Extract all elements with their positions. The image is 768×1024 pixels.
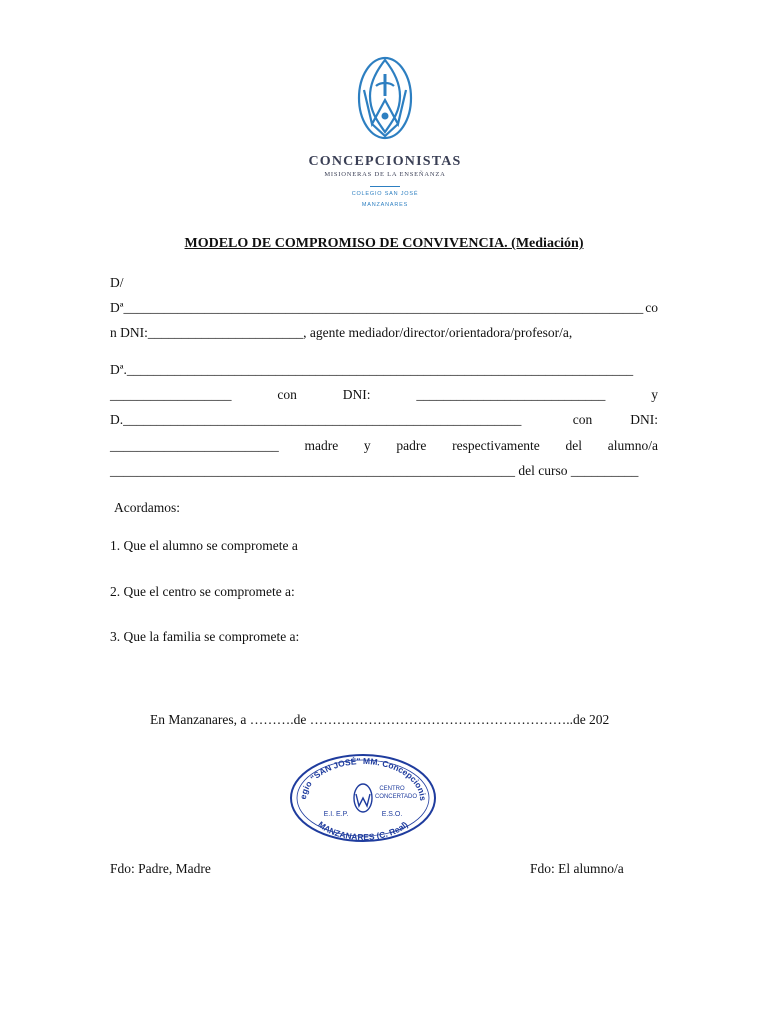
commitment-student: 1. Que el alumno se compromete a <box>110 538 298 553</box>
logo-school: COLEGIO SAN JOSÉ <box>351 191 419 197</box>
line-d: D/ <box>110 275 124 290</box>
label-da: Dª_____________________________________________________________________________ <box>110 300 644 315</box>
word-respectivamente: respectivamente <box>452 438 540 453</box>
svg-text:MANZANARES (C. Real) <box>316 819 410 842</box>
blank-line: _____________________________________________________________________________ <box>123 300 644 315</box>
word-del: del <box>565 438 583 453</box>
con-dni-group <box>573 412 658 428</box>
concepcionistas-emblem-icon <box>300 56 470 151</box>
signature-student: Fdo: El alumno/a <box>530 861 624 876</box>
logo-subtitle: MISIONERAS DE LA ENSEÑANZA <box>324 171 446 178</box>
logo-name: CONCEPCIONISTAS <box>308 154 462 169</box>
line-con-dni-1 <box>110 387 658 403</box>
logo-divider <box>370 186 400 187</box>
stamp-left-level: E.I. E.P. <box>323 811 349 818</box>
line-curso: ____________________________________________________________ del curso __________ <box>110 463 639 478</box>
line-dni-agent: n DNI:_______________________, agente mediador/director/orientadora/profesor/a, <box>110 325 573 340</box>
commitment-school: 2. Que el centro se compromete a: <box>110 584 295 599</box>
line-madre-padre <box>110 438 658 454</box>
signature-parents: Fdo: Padre, Madre <box>110 861 211 876</box>
word-y: y <box>363 438 371 453</box>
stamp-seal-icon <box>288 752 438 844</box>
hyphen-co: co <box>645 300 658 315</box>
date-line: En Manzanares, a ……….de …………………………………………………..de 202 <box>150 712 610 727</box>
word-madre: madre <box>304 438 339 453</box>
blank-line: _________________________ <box>110 438 279 453</box>
stamp-concertado: CONCERTADO <box>374 794 418 800</box>
stamp-bottom-text: MANZANARES (C. Real) <box>316 819 410 843</box>
word-con: con <box>277 387 297 402</box>
logo-city: MANZANARES <box>361 202 409 208</box>
blank-line: __________________ <box>110 387 232 402</box>
word-con: con <box>572 412 593 427</box>
blank-line: ____________________________ <box>416 387 606 402</box>
label-d: D.___________________________________________________________ <box>110 412 522 427</box>
commitment-family: 3. Que la familia se compromete a: <box>110 629 300 644</box>
word-padre: padre <box>396 438 427 453</box>
stamp-top-text: egio "SAN JOSÉ" MM. Concepcionis <box>297 755 429 802</box>
line-d-con-dni <box>110 412 658 428</box>
acordamos-label: Acordamos: <box>114 500 180 515</box>
school-logo <box>300 56 470 218</box>
line-da-1 <box>110 300 658 316</box>
school-stamp <box>288 752 438 844</box>
word-dni: DNI: <box>630 412 658 427</box>
stamp-right-level: E.S.O. <box>381 811 403 818</box>
stamp-centro: CENTRO <box>379 786 405 792</box>
word-alumno: alumno/a <box>607 438 658 453</box>
word-dni: DNI: <box>342 387 371 402</box>
word-y: y <box>651 387 658 402</box>
document-title: MODELO DE COMPROMISO DE CONVIVENCIA. (Mediación) <box>184 236 584 251</box>
line-da-2: Dª.___________________________________________________________________________ <box>110 362 634 377</box>
